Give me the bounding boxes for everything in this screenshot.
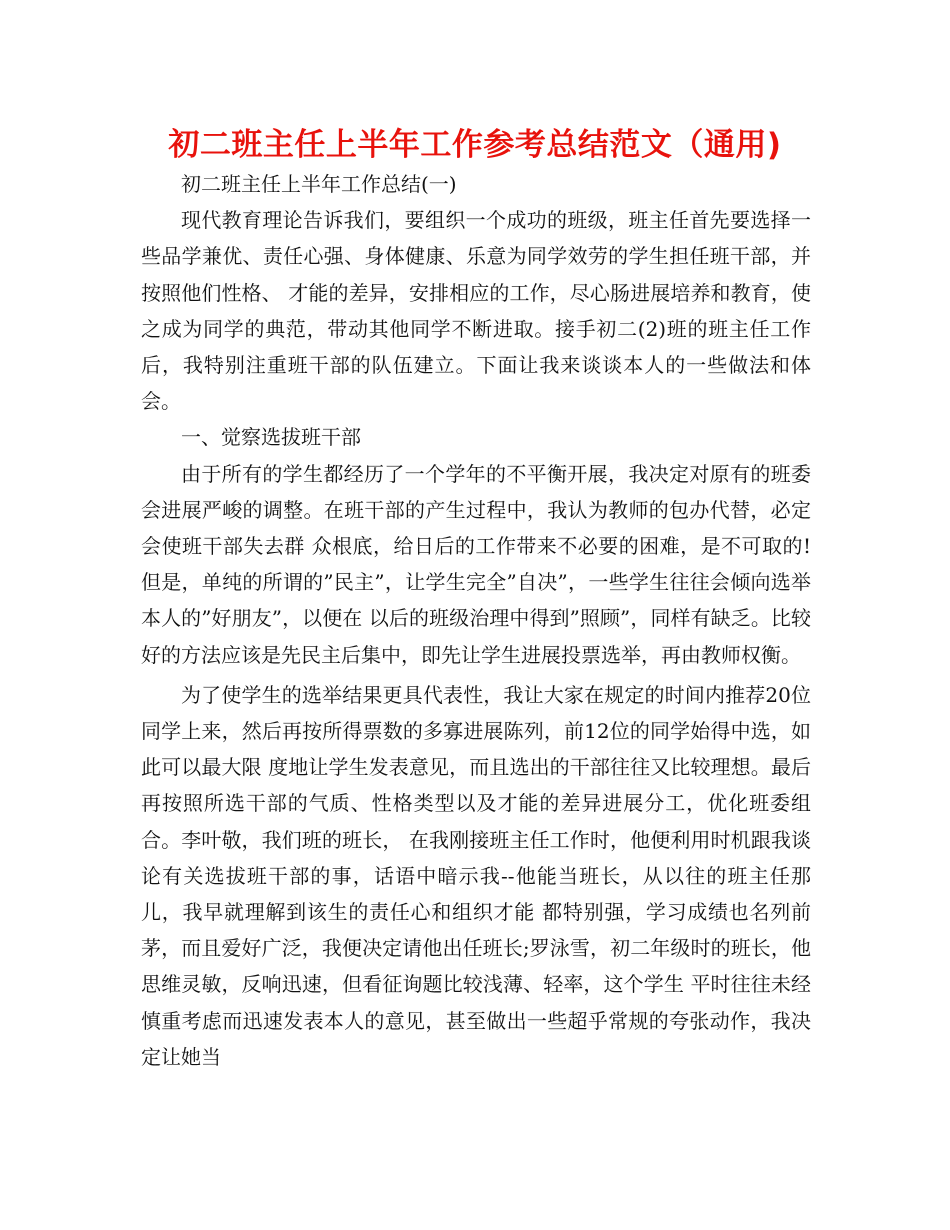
paragraph-selection: 由于所有的学生都经历了一个学年的不平衡开展，我决定对原有的班委会进展严峻的调整。在班干部的产生过程中，我认为教师的包办代替，必定会使班干部失去群 众根底，给日后的工作带来不必要的困难，是不可取的!但是，单纯的所谓的”民主”，让学生完全”自决”，一些学生往往会倾向选举本人的”好朋友”，以便在 以后的班级治理中得到”照顾”，同样有缺乏。比较好的方法应该是先民主后集中，即先让学生进展投票选举，再由教师权衡。 [141,461,811,667]
section-heading: 一、觉察选拔班干部 [181,425,361,450]
paragraph-intro: 现代教育理论告诉我们，要组织一个成功的班级，班主任首先要选择一些品学兼优、责任心强、身体健康、乐意为同学效劳的学生担任班干部，并按照他们性格、 才能的差异，安排相应的工作，尽心肠进展培养和教育，使之成为同学的典范，带动其他同学不断进取。接手初二(2)班的班主任工作后，我特别注重班干部的队伍建立。下面让我来谈谈本人的一些做法和体会。 [141,208,811,414]
document-body [141,166,811,1075]
paragraph-election: 为了使学生的选举结果更具代表性，我让大家在规定的时间内推荐20位同学上来，然后再按所得票数的多寡进展陈列，前12位的同学始得中选，如此可以最大限 度地让学生发表意见，而且选出的干部往往又比较理想。最后再按照所选干部的气质、性格类型以及才能的差异进展分工，优化班委组合。李叶敬，我们班的班长， 在我刚接班主任工作时，他便利用时机跟我谈论有关选拔班干部的事，话语中暗示我--他能当班长，从以往的班主任那儿，我早就理解到该生的责任心和组织才能 都特别强，学习成绩也名列前茅，而且爱好广泛，我便决定请他出任班长;罗泳雪，初二年级时的班长，他思维灵敏，反响迅速，但看征询题比较浅薄、轻率，这个学生 平时往往未经慎重考虑而迅速发表本人的意见，甚至做出一些超乎常规的夸张动作，我决定让她当 [141,682,811,1069]
paragraph-subtitle: 初二班主任上半年工作总结(一) [181,172,457,196]
document-title: 初二班主任上半年工作参考总结范文（通用) [168,127,782,163]
